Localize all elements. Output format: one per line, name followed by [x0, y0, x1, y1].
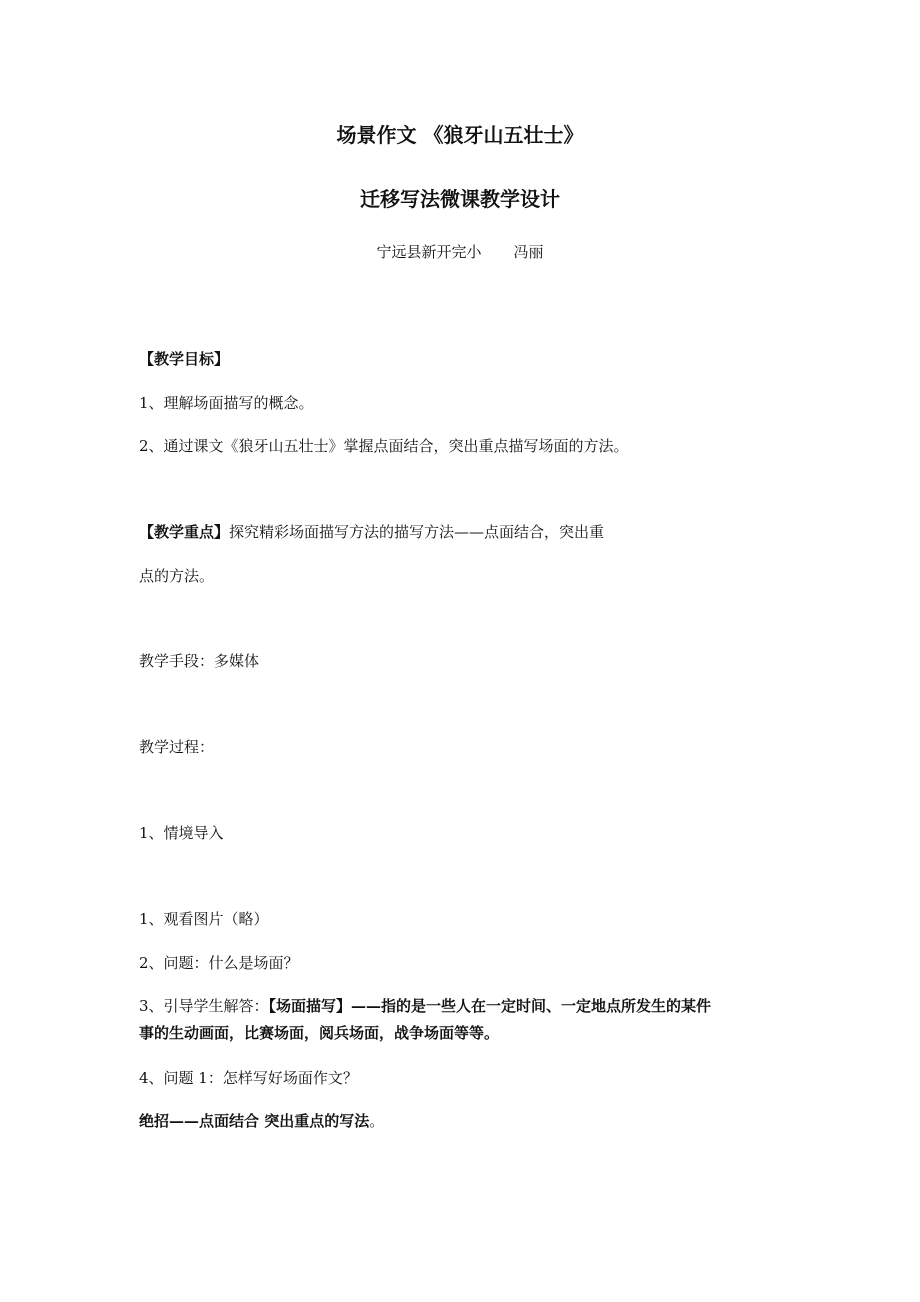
- list-item-2: 2、问题：什么是场面？: [139, 954, 299, 972]
- document-title: 场景作文 《狼牙山五壮士》: [336, 123, 584, 147]
- key-point-paragraph: [139, 522, 604, 542]
- key-point-text: 探究精彩场面描写方法的描写方法——点面结合，突出重: [229, 523, 605, 541]
- scene-description-definition: 【场面描写】——指的是一些人在一定时间、一定地点所发生的某件: [268, 997, 712, 1015]
- author-school: 宁远县新开完小: [376, 243, 482, 261]
- document-subtitle: 迁移写法微课教学设计: [360, 187, 560, 211]
- teaching-means: 教学手段：多媒体: [139, 652, 260, 670]
- tip-end-punctuation: 。: [369, 1112, 385, 1130]
- tip-line: [139, 1111, 384, 1131]
- objective-item-1: 1、理解场面描写的概念。: [139, 394, 314, 412]
- tip-bold-text: 绝招——点面结合 突出重点的写法: [139, 1112, 370, 1130]
- key-point-heading: 【教学重点】: [139, 523, 230, 541]
- objectives-heading: 【教学目标】: [139, 350, 230, 368]
- list-item-1: 1、观看图片（略）: [139, 910, 269, 928]
- step-1-title: 1、情境导入: [139, 824, 224, 842]
- list-item-3: [139, 996, 711, 1016]
- author-line: [0, 242, 920, 262]
- key-point-text-continued: 点的方法。: [139, 567, 215, 585]
- list-item-4: 4、问题 1：怎样写好场面作文？: [139, 1069, 358, 1087]
- author-name: 冯丽: [513, 243, 544, 261]
- teaching-process-heading: 教学过程：: [139, 738, 215, 756]
- objective-item-2: 2、通过课文《狼牙山五壮士》掌握点面结合，突出重点描写场面的方法。: [139, 437, 629, 455]
- list-item-3-prefix: 3、引导学生解答：: [139, 997, 269, 1015]
- scene-description-definition-continued: 事的生动画面，比赛场面，阅兵场面，战争场面等等。: [139, 1024, 500, 1042]
